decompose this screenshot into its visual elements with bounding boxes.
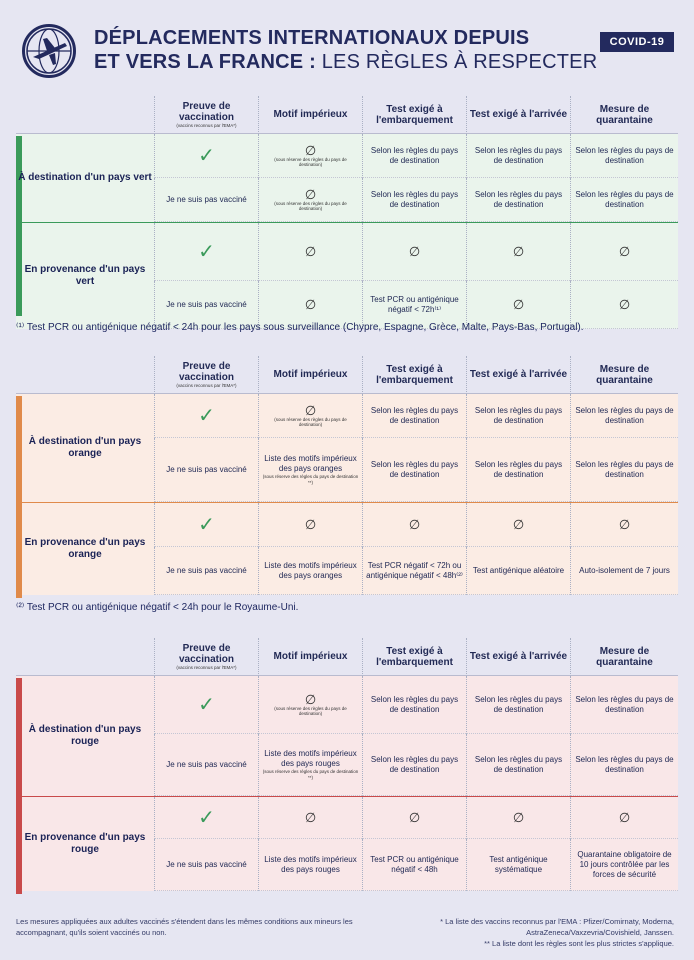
motif-cell: ∅ (sous réserve des règles du pays de destination)	[258, 394, 362, 438]
not-vaccinated-label: Je ne suis pas vacciné	[154, 839, 258, 891]
empty-set-icon: ∅	[466, 503, 570, 547]
empty-set-icon: ∅	[570, 797, 678, 839]
row-label-green-dest: À destination d'un pays vert	[18, 172, 152, 183]
section-orange	[16, 356, 678, 595]
quarantine-cell: Selon les règles du pays de destination	[570, 134, 678, 178]
check-icon: ✓	[154, 797, 258, 839]
test-arr-cell: Selon les règles du pays de destination	[466, 134, 570, 178]
check-icon: ✓	[154, 223, 258, 281]
page-title	[94, 26, 597, 74]
test-emb-cell: Test PCR négatif < 72h ou antigénique négatif < 48h⁽²⁾	[362, 547, 466, 595]
note-green: ⁽¹⁾ Test PCR ou antigénique négatif < 24h pour les pays sous surveillance (Chypre, Espagne, Grèce, Malte, Pays-Bas, Portugal).	[16, 322, 584, 333]
not-vaccinated-label: Je ne suis pas vacciné	[154, 281, 258, 329]
section-red	[16, 638, 678, 891]
row-label-orange-prov: En provenance d'un pays orange	[24, 537, 146, 560]
test-arr-cell: Selon les règles du pays de destination	[466, 178, 570, 222]
motif-cell: Liste des motifs impérieux des pays rouges	[258, 839, 362, 891]
test-emb-cell: Selon les règles du pays de destination	[362, 438, 466, 502]
empty-set-icon: ∅	[362, 223, 466, 281]
motif-cell: ∅ (sous réserve des règles du pays de destination)	[258, 676, 362, 734]
quarantine-cell: Selon les règles du pays de destination	[570, 734, 678, 796]
section-green	[16, 96, 678, 329]
test-arr-cell: Test antigénique aléatoire	[466, 547, 570, 595]
test-arr-cell: Selon les règles du pays de destination	[466, 438, 570, 502]
footer-strict-note: ** La liste dont les règles sont les plus strictes s'applique.	[484, 939, 674, 948]
quarantine-cell: Selon les règles du pays de destination	[570, 676, 678, 734]
footer-notes-right	[404, 916, 674, 949]
test-emb-cell: Selon les règles du pays de destination	[362, 734, 466, 796]
col-test-embarquement: Test exigé à l'embarquement	[362, 96, 466, 134]
motif-cell: Liste des motifs impérieux des pays oranges	[258, 547, 362, 595]
test-emb-cell: Selon les règles du pays de destination	[362, 178, 466, 222]
empty-set-icon: ∅	[258, 223, 362, 281]
test-emb-cell: Selon les règles du pays de destination	[362, 676, 466, 734]
test-emb-cell: Test PCR ou antigénique négatif < 48h	[362, 839, 466, 891]
col-test-arrivee: Test exigé à l'arrivée	[466, 96, 570, 134]
row-label-orange-dest: À destination d'un pays orange	[28, 436, 142, 459]
empty-set-icon: ∅	[258, 797, 362, 839]
row-label-green-prov: En provenance d'un pays vert	[24, 264, 146, 287]
test-emb-cell: Selon les règles du pays de destination	[362, 394, 466, 438]
empty-set-icon: ∅	[466, 797, 570, 839]
test-arr-cell: Selon les règles du pays de destination	[466, 394, 570, 438]
check-icon: ✓	[154, 503, 258, 547]
motif-cell: ∅ (sous réserve des règles du pays de destination)	[258, 178, 362, 222]
col-motif: Motif impérieux	[258, 356, 362, 394]
quarantine-cell: Selon les règles du pays de destination	[570, 438, 678, 502]
footer-note-left: Les mesures appliquées aux adultes vaccinés s'étendent dans les mêmes conditions aux mineurs les accompagnant, qu'ils soient vaccinés ou non.	[16, 917, 353, 937]
quarantine-cell: Selon les règles du pays de destination	[570, 178, 678, 222]
col-quarantaine: Mesure de quarantaine	[570, 96, 678, 134]
check-icon: ✓	[154, 676, 258, 734]
col-test-embarquement: Test exigé à l'embarquement	[362, 638, 466, 676]
page-header	[0, 0, 694, 90]
motif-cell: ∅ (sous réserve des règles du pays de destination)	[258, 134, 362, 178]
test-emb-cell: Selon les règles du pays de destination	[362, 134, 466, 178]
row-label-red-dest: À destination d'un pays rouge	[28, 724, 142, 747]
quarantine-cell: Auto-isolement de 7 jours	[570, 547, 678, 595]
col-vaccination: Preuve de vaccination (vaccins reconnus par l'EMA*)	[154, 356, 258, 394]
col-test-embarquement: Test exigé à l'embarquement	[362, 356, 466, 394]
col-motif: Motif impérieux	[258, 96, 362, 134]
check-icon: ✓	[154, 134, 258, 178]
test-arr-cell: Test antigénique systématique	[466, 839, 570, 891]
empty-set-icon: ∅	[258, 503, 362, 547]
footer-ema-note: * La liste des vaccins reconnus par l'EMA : Pfizer/Comirnaty, Moderna, AstraZeneca/Vaxzevria/Covishield, Janssen.	[440, 917, 674, 937]
col-quarantaine: Mesure de quarantaine	[570, 638, 678, 676]
motif-cell: Liste des motifs impérieux des pays oranges (sous réserve des règles du pays de destination **)	[258, 438, 362, 502]
row-label-red-prov: En provenance d'un pays rouge	[24, 832, 146, 855]
covid-badge: COVID-19	[600, 32, 674, 52]
empty-set-icon: ∅	[466, 281, 570, 329]
globe-airplane-icon	[22, 24, 76, 78]
col-quarantaine: Mesure de quarantaine	[570, 356, 678, 394]
not-vaccinated-label: Je ne suis pas vacciné	[154, 547, 258, 595]
not-vaccinated-label: Je ne suis pas vacciné	[154, 438, 258, 502]
title-line-2: ET VERS LA FRANCE : LES RÈGLES À RESPECTER	[94, 51, 598, 73]
col-vaccination: Preuve de vaccination (vaccins reconnus par l'EMA*)	[154, 96, 258, 134]
empty-set-icon: ∅	[570, 281, 678, 329]
not-vaccinated-label: Je ne suis pas vacciné	[154, 178, 258, 222]
test-arr-cell: Selon les règles du pays de destination	[466, 734, 570, 796]
empty-set-icon: ∅	[362, 797, 466, 839]
title-line-1: DÉPLACEMENTS INTERNATIONAUX DEPUIS	[94, 27, 530, 49]
quarantine-cell: Selon les règles du pays de destination	[570, 394, 678, 438]
col-test-arrivee: Test exigé à l'arrivée	[466, 356, 570, 394]
quarantine-cell: Quarantaine obligatoire de 10 jours contrôlée par les forces de sécurité	[570, 839, 678, 891]
test-arr-cell: Selon les règles du pays de destination	[466, 676, 570, 734]
col-vaccination: Preuve de vaccination (vaccins reconnus par l'EMA*)	[154, 638, 258, 676]
motif-cell: Liste des motifs impérieux des pays rouges (sous réserve des règles du pays de destination **)	[258, 734, 362, 796]
empty-set-icon: ∅	[466, 223, 570, 281]
col-motif: Motif impérieux	[258, 638, 362, 676]
col-test-arrivee: Test exigé à l'arrivée	[466, 638, 570, 676]
empty-set-icon: ∅	[570, 503, 678, 547]
empty-set-icon: ∅	[258, 281, 362, 329]
check-icon: ✓	[154, 394, 258, 438]
test-emb-cell: Test PCR ou antigénique négatif < 72h⁽¹⁾	[362, 281, 466, 329]
empty-set-icon: ∅	[570, 223, 678, 281]
empty-set-icon: ∅	[362, 503, 466, 547]
note-orange: ⁽²⁾ Test PCR ou antigénique négatif < 24h pour le Royaume-Uni.	[16, 602, 299, 613]
not-vaccinated-label: Je ne suis pas vacciné	[154, 734, 258, 796]
